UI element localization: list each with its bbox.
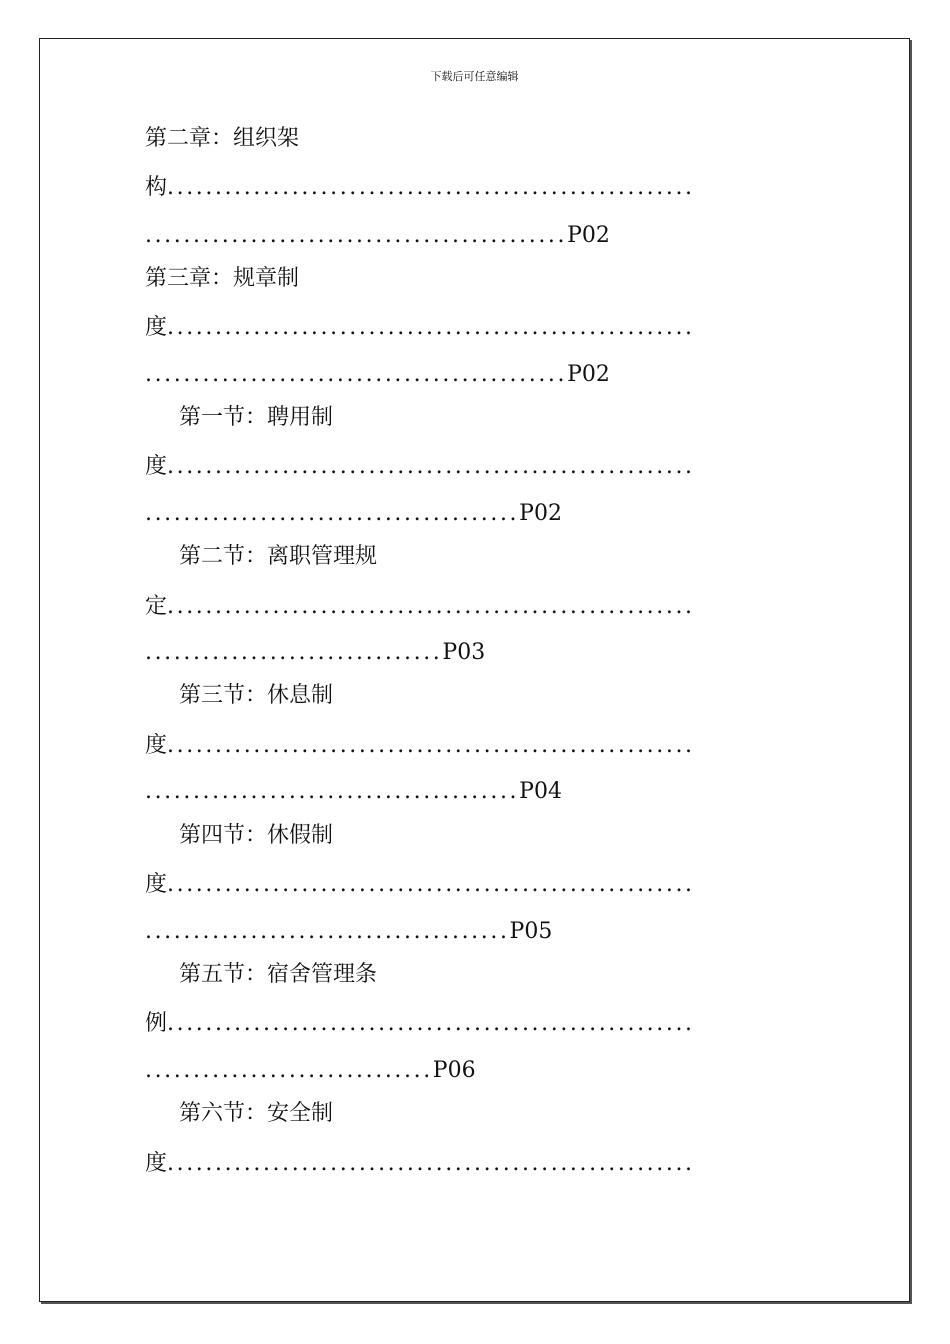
- toc-entry-page-number: P02: [567, 362, 610, 387]
- toc-entry-leader-end: ......................................P05: [145, 919, 553, 944]
- toc-entry-leader: 定.......................................................: [145, 594, 695, 619]
- toc-entry-lead-char: 度: [145, 733, 168, 758]
- toc-entry-page-number: P04: [519, 779, 562, 804]
- toc-entry-leader-end: ............................................P02: [145, 362, 610, 387]
- toc-entry-title: 第三节：休息制: [179, 683, 334, 708]
- toc-entry-lead-char: 度: [145, 872, 168, 897]
- toc-entry-leader-end: .......................................P02: [145, 501, 562, 526]
- toc-entry-title: 第三章：规章制: [145, 266, 300, 291]
- toc-entry-lead-char: 构: [145, 175, 168, 200]
- toc-entry-lead-char: 度: [145, 1151, 168, 1176]
- toc-entry-lead-char: 定: [145, 594, 168, 619]
- toc-entry-leader-end: ............................................P02: [145, 223, 610, 248]
- toc-entry-leader: 度.......................................................: [145, 454, 695, 479]
- toc-entry-title: 第二章：组织架: [145, 126, 300, 151]
- toc-entry-page-number: P06: [432, 1058, 476, 1083]
- toc-entry-leader-end: .......................................P04: [145, 779, 562, 804]
- toc-entry-leader: 度.......................................................: [145, 733, 695, 758]
- toc-entry-page-number: P03: [442, 640, 486, 665]
- toc-entry-title: 第一节：聘用制: [179, 405, 334, 430]
- toc-entry-title: 第五节：宿舍管理条: [179, 962, 378, 987]
- toc-entry-title: 第四节：休假制: [179, 823, 334, 848]
- document-page: [39, 38, 910, 1302]
- toc-entry-page-number: P05: [509, 919, 553, 944]
- toc-entry-title: 第二节：离职管理规: [179, 544, 378, 569]
- toc-entry-leader: 度.......................................................: [145, 315, 695, 340]
- toc-entry-leader: 例.......................................................: [145, 1011, 695, 1036]
- toc-entry-leader-end: ...............................P03: [145, 640, 486, 665]
- toc-entry-page-number: P02: [567, 223, 610, 248]
- toc-entry-lead-char: 度: [145, 454, 168, 479]
- toc-entry-lead-char: 度: [145, 315, 168, 340]
- toc-entry-page-number: P02: [519, 501, 562, 526]
- page-header: 下载后可任意编辑: [430, 70, 519, 83]
- toc-entry-leader: 度.......................................................: [145, 872, 695, 897]
- toc-entry-lead-char: 例: [145, 1011, 168, 1036]
- toc-entry-leader: 构.......................................................: [145, 175, 695, 200]
- toc-entry-title: 第六节：安全制: [179, 1101, 334, 1126]
- toc-entry-leader-end: ..............................P06: [145, 1058, 476, 1083]
- toc-entry-leader: 度.......................................................: [145, 1151, 695, 1176]
